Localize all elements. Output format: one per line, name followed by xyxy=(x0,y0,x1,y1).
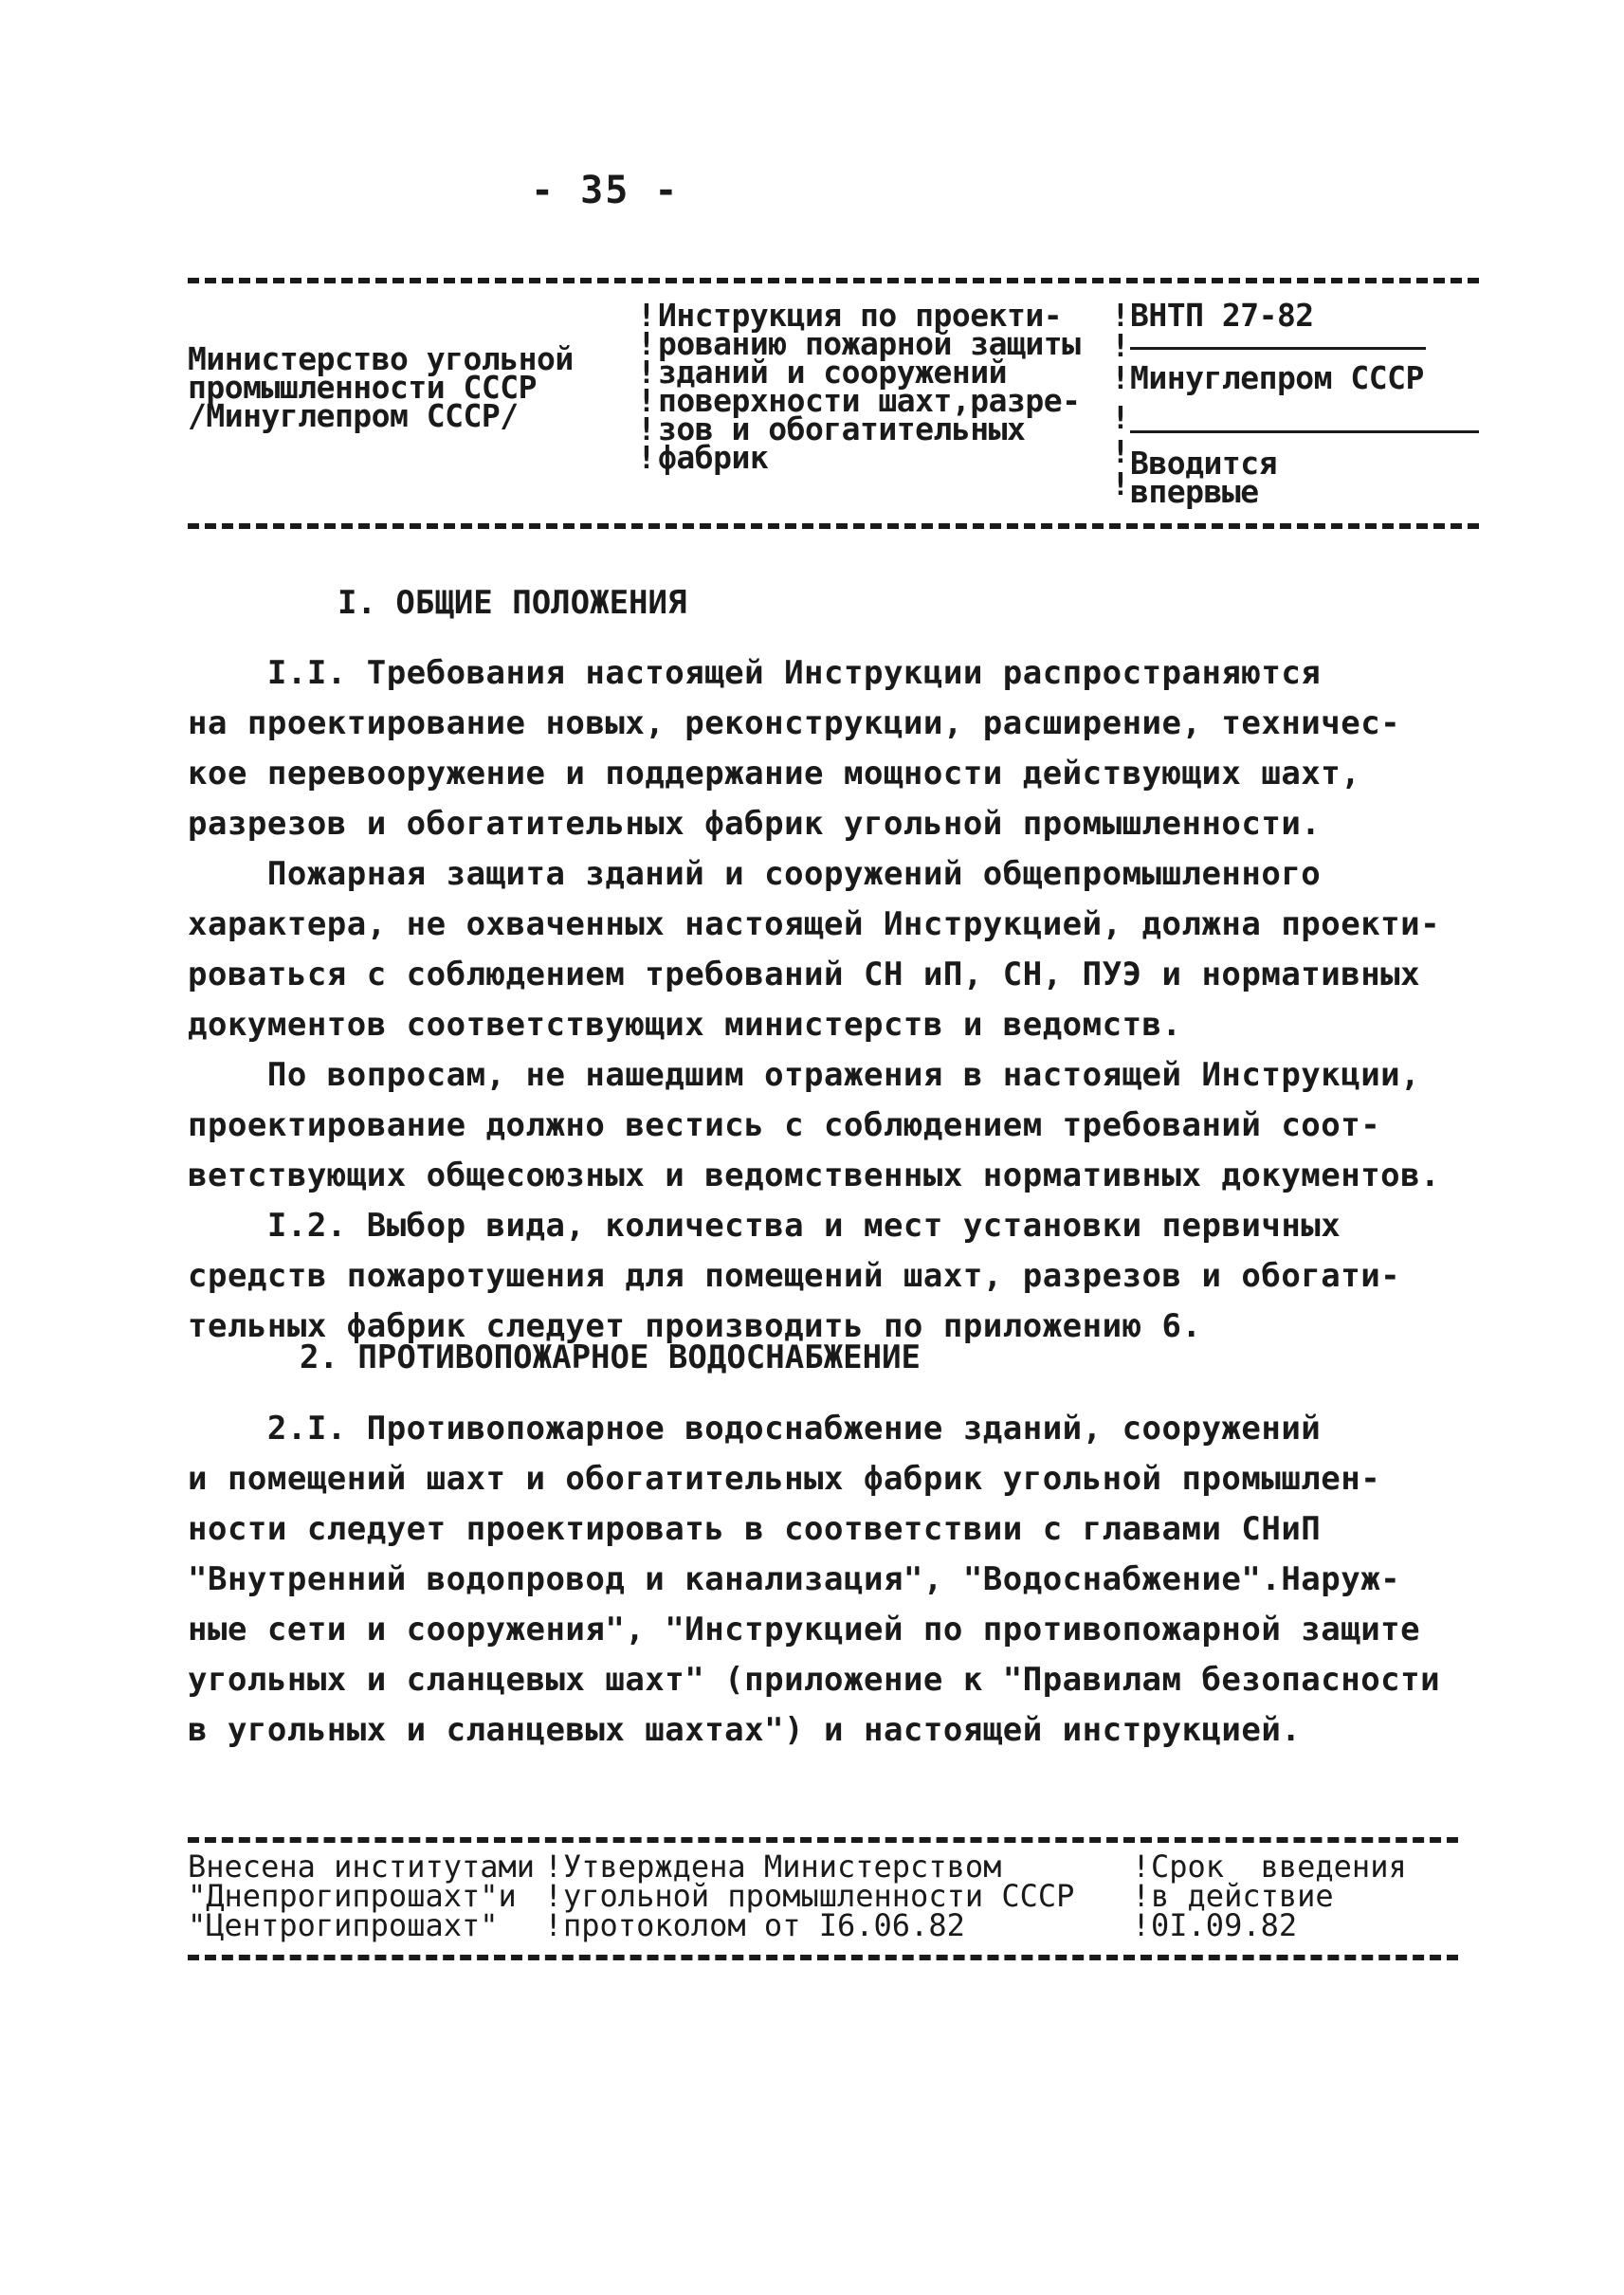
title-line: фабрик xyxy=(658,439,769,476)
title-line: зданий и сооружений xyxy=(658,354,1007,391)
text-line: кое перевооружение и поддержание мощности действующих шахт, xyxy=(188,755,1361,792)
status-line: Вводится xyxy=(1130,445,1277,482)
text-line: "Внутренний водопровод и канализация", "Водоснабжение".Наруж- xyxy=(188,1560,1401,1598)
text-line: Пожарная защита зданий и сооружений общепромышленного xyxy=(188,855,1322,893)
column-separator: ! xyxy=(1111,399,1130,436)
column-separator: ! xyxy=(1111,359,1130,396)
text-line: 2.I. Противопожарное водоснабжение зданий, сооружений xyxy=(188,1410,1322,1448)
title-line: рованию пожарной защиты xyxy=(658,325,1081,362)
column-separator: ! xyxy=(1132,1849,1151,1885)
text-line: и помещений шахт и обогатительных фабрик угольной промышлен- xyxy=(188,1460,1381,1498)
footer-line: протоколом от I6.06.82 xyxy=(563,1907,965,1943)
column-separator: ! xyxy=(637,382,656,419)
text-line: ветствующих общесоюзных и ведомственных нормативных документов. xyxy=(188,1157,1441,1194)
text-line: I.I. Требования настоящей Инструкции распространяются xyxy=(188,654,1322,692)
column-separator: ! xyxy=(637,439,656,476)
ministry-line: Министерство угольной xyxy=(188,340,574,377)
text-line: роваться с соблюдением требований СН иП, СН, ПУЭ и нормативных xyxy=(188,956,1421,993)
text-line: ные сети и сооружения", "Инструкцией по противопожарной защите xyxy=(188,1611,1421,1648)
text-line: угольных и сланцевых шахт" (приложение к "Правилам безопасности xyxy=(188,1661,1441,1699)
footer-line: 0I.09.82 xyxy=(1151,1907,1298,1943)
column-separator: ! xyxy=(637,354,656,391)
footer-bottom-rule xyxy=(188,1955,1458,1960)
title-line: Инструкция по проекти- xyxy=(658,297,1063,334)
code-underline xyxy=(1130,347,1426,350)
footer-line: Утверждена Министерством xyxy=(563,1849,1002,1885)
text-line: в угольных и сланцевых шахтах") и настоящей инструкцией. xyxy=(188,1711,1302,1749)
title-line: зов и обогатительных xyxy=(658,410,1026,447)
text-line: разрезов и обогатительных фабрик угольной промышленности. xyxy=(188,805,1322,843)
text-line: документов соответствующих министерств и ведомств. xyxy=(188,1006,1182,1044)
text-line: I.2. Выбор вида, количества и мест установки первичных xyxy=(188,1207,1341,1245)
agency-name: Минуглепром СССР xyxy=(1130,359,1424,396)
header-top-rule xyxy=(188,278,1479,283)
text-line: проектирование должно вестись с соблюдением требований соот- xyxy=(188,1106,1381,1144)
footer-line: "Днепрогипрошахт"и xyxy=(188,1878,517,1914)
column-separator: ! xyxy=(1111,465,1130,502)
text-line: средств пожаротушения для помещений шахт, разрезов и обогати- xyxy=(188,1257,1401,1295)
column-separator: ! xyxy=(637,297,656,334)
column-separator: ! xyxy=(544,1849,563,1885)
header-bottom-rule xyxy=(188,523,1479,529)
section-title: 2. ПРОТИВОПОЖАРНОЕ ВОДОСНАБЖЕНИЕ xyxy=(300,1339,921,1376)
footer-top-rule xyxy=(188,1837,1458,1843)
column-separator: ! xyxy=(1111,327,1130,364)
ministry-line: промышленности СССР xyxy=(188,369,537,406)
text-line: на проектирование новых, реконструкции, расширение, техничес- xyxy=(188,704,1401,742)
column-separator: ! xyxy=(544,1878,563,1914)
text-line: тельных фабрик следует производить по приложению 6. xyxy=(188,1307,1202,1345)
text-line: ности следует проектировать в соответствии с главами СНиП xyxy=(188,1510,1322,1548)
footer-line: Внесена институтами xyxy=(188,1849,536,1885)
ministry-line: /Минуглепром СССР/ xyxy=(188,397,519,434)
footer-line: "Центрогипрошахт" xyxy=(188,1907,499,1943)
agency-underline xyxy=(1130,430,1479,433)
footer-line: угольной промышленности СССР xyxy=(563,1878,1075,1914)
column-separator: ! xyxy=(637,325,656,362)
text-line: По вопросам, не нашедшим отражения в настоящей Инструкции, xyxy=(188,1056,1421,1094)
footer-line: в действие xyxy=(1151,1878,1334,1914)
section-title: I. ОБЩИЕ ПОЛОЖЕНИЯ xyxy=(338,584,687,622)
column-separator: ! xyxy=(544,1907,563,1943)
column-separator: ! xyxy=(1111,433,1130,470)
text-line: характера, не охваченных настоящей Инструкцией, должна проекти- xyxy=(188,905,1441,943)
title-line: поверхности шахт,разре- xyxy=(658,382,1081,419)
page-number: - 35 - xyxy=(531,169,680,212)
status-line: впервые xyxy=(1130,473,1259,510)
column-separator: ! xyxy=(1132,1878,1151,1914)
column-separator: ! xyxy=(1111,297,1130,334)
column-separator: ! xyxy=(1132,1907,1151,1943)
document-code: ВНТП 27-82 xyxy=(1130,297,1314,334)
footer-line: Срок введения xyxy=(1151,1849,1407,1885)
column-separator: ! xyxy=(637,410,656,447)
